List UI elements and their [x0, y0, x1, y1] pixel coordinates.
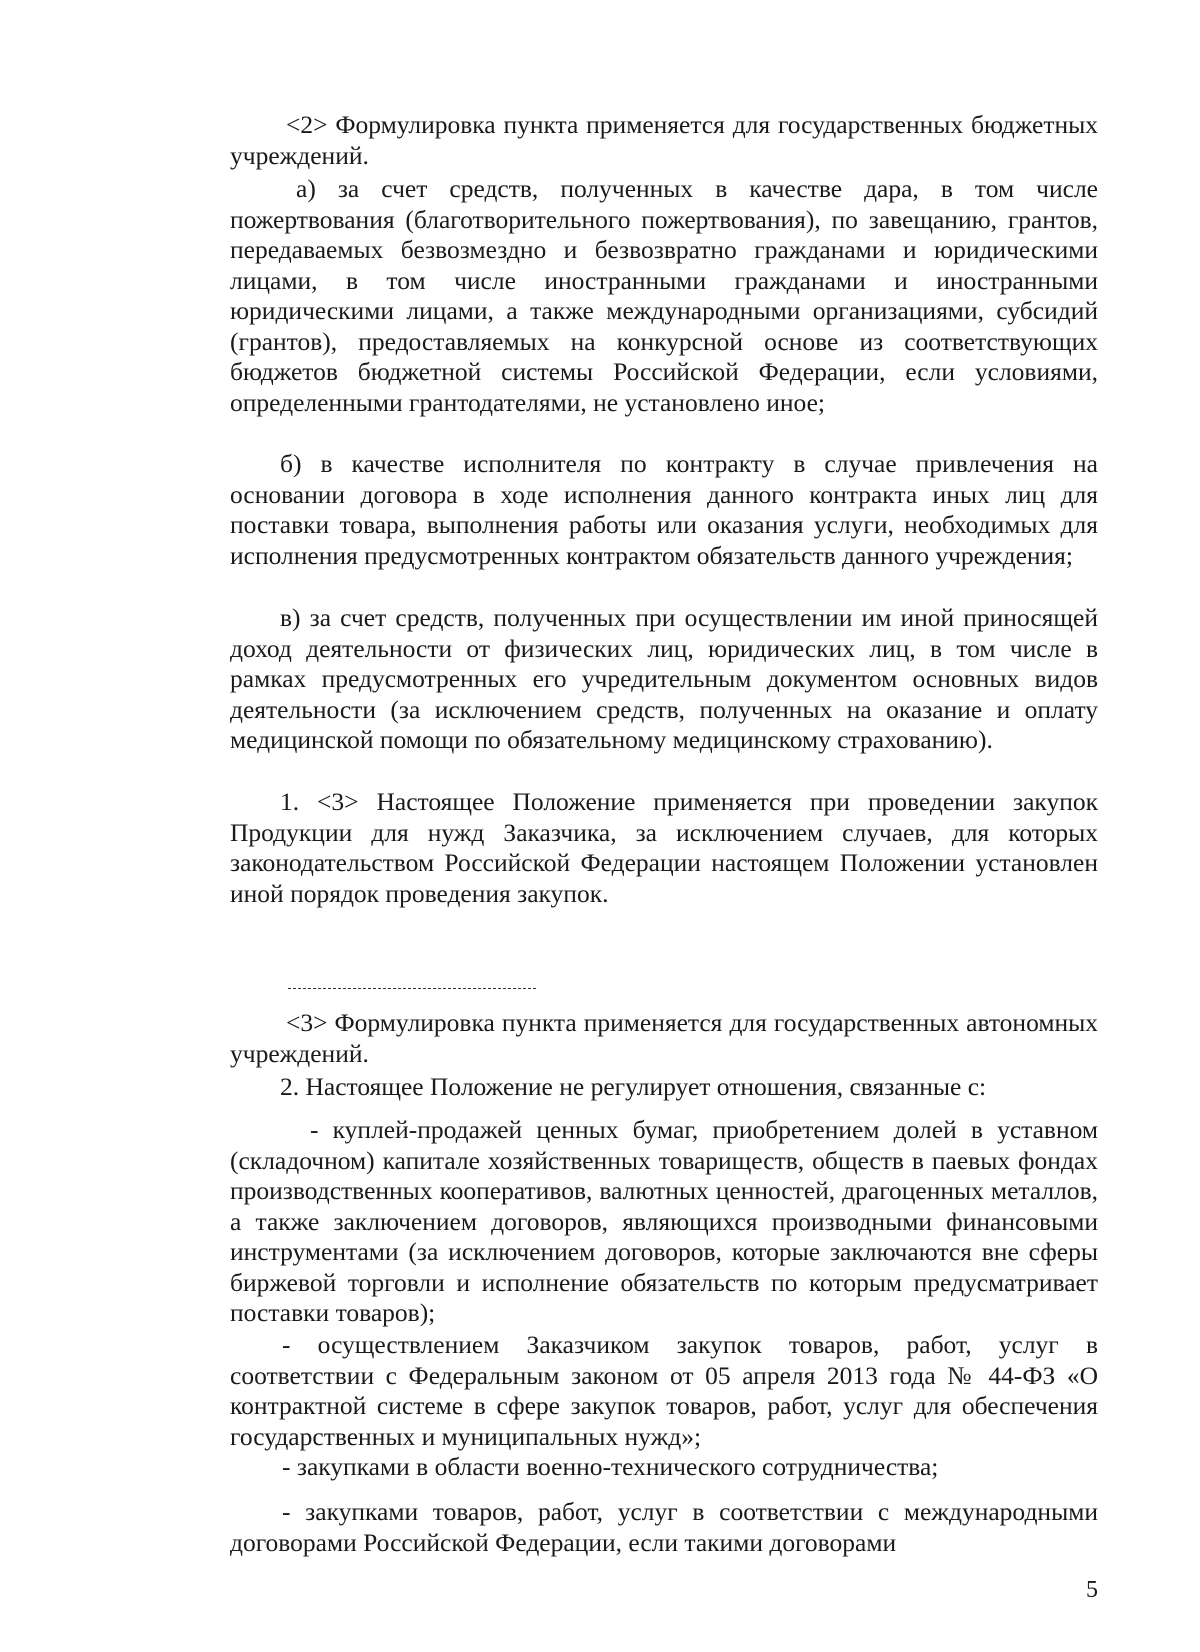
item-v: в) за счет средств, полученных при осуществлении им иной приносящей доход деятельности от физических лиц, юридических лиц, в том числе в рамках предусмотренных его учредительным документом основных видов деятельности (за исключением средств, полученных на оказание и оплату медицинской помощи по обязательному медицинскому страхованию).: [230, 603, 1098, 754]
clause-2-dash-3: - закупками в области военно-технического сотрудничества;: [282, 1452, 939, 1481]
item-b: б) в качестве исполнителя по контракту в случае привлечения на основании договора в ходе исполнения данного контракта иных лиц для поставки товара, выполнения работы или оказания услуги, необходимых для исполнения предусмотренных контрактом обязательств данного учреждения;: [230, 449, 1098, 570]
footnote-3: <3> Формулировка пункта применяется для государственных автономных учреждений.: [230, 1008, 1098, 1068]
footnote-separator: [288, 988, 536, 989]
clause-1: 1. <3> Настоящее Положение применяется при проведении закупок Продукции для нужд Заказчика, за исключением случаев, для которых законодательством Российской Федерации настоящем Положении установлен иной порядок проведения закупок.: [230, 787, 1098, 908]
clause-2-intro: 2. Настоящее Положение не регулирует отношения, связанные с:: [280, 1072, 987, 1101]
clause-2-dash-4: - закупками товаров, работ, услуг в соответствии с международными договорами Российской Федерации, если такими договорами: [230, 1497, 1098, 1557]
item-a: а) за счет средств, полученных в качестве дара, в том числе пожертвования (благотворительного пожертвования), по завещанию, грантов, передаваемых безвозмездно и безвозвратно гражданами и юридическими лицами, в том числе иностранными гражданами и иностранными юридическими лицами, а также международными организациями, субсидий (грантов), предоставляемых на конкурсной основе из соответствующих бюджетов бюджетной системы Российской Федерации, если условиями, определенными грантодателями, не установлено иное;: [230, 174, 1098, 417]
clause-2-dash-2: - осуществлением Заказчиком закупок товаров, работ, услуг в соответствии с Федеральным законом от 05 апреля 2013 года № 44-ФЗ «О контрактной системе в сфере закупок товаров, работ, услуг для обеспечения государственных и муниципальных нужд»;: [230, 1330, 1098, 1451]
footnote-2: <2> Формулировка пункта применяется для государственных бюджетных учреждений.: [230, 110, 1098, 170]
page-number: 5: [1086, 1577, 1098, 1603]
clause-2-dash-1: - куплей-продажей ценных бумаг, приобретением долей в уставном (складочном) капитале хозяйственных товариществ, обществ в паевых фондах производственных кооперативов, валютных ценностей, драгоценных металлов, а также заключением договоров, являющихся производными финансовыми инструментами (за исключением договоров, которые заключаются вне сферы биржевой торговли и исполнение обязательств по которым предусматривает поставки товаров);: [230, 1115, 1098, 1327]
